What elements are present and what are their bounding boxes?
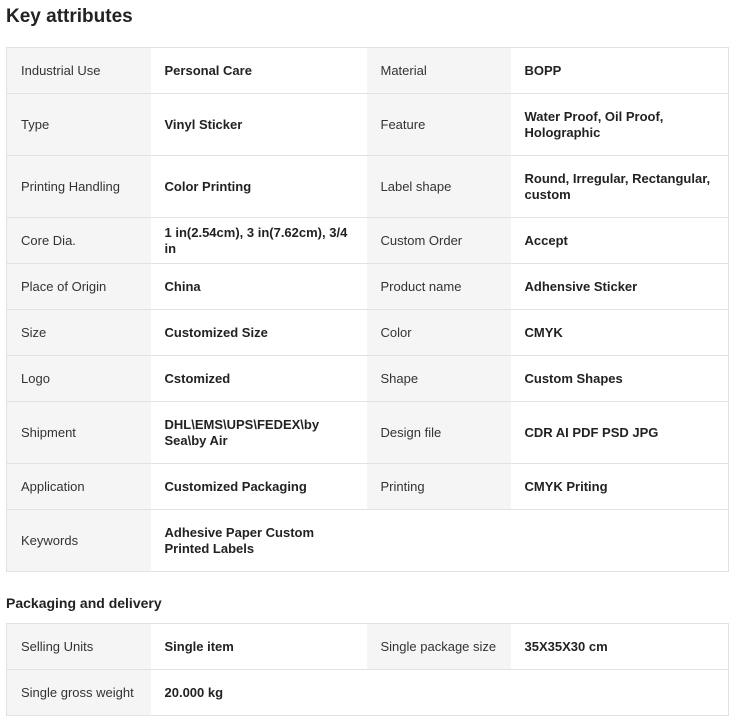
attribute-value: BOPP (511, 48, 729, 94)
attribute-label: Keywords (7, 510, 151, 572)
attribute-label: Place of Origin (7, 264, 151, 310)
attribute-value: CDR AI PDF PSD JPG (511, 402, 729, 464)
attribute-row (7, 510, 729, 572)
attribute-value: Customized Size (151, 310, 367, 356)
attribute-value: 1 in(2.54cm), 3 in(7.62cm), 3/4 in (151, 218, 367, 264)
attribute-value: Personal Care (151, 48, 367, 94)
attribute-label: Single gross weight (7, 670, 151, 716)
attribute-label: Label shape (367, 156, 511, 218)
attribute-row (7, 48, 729, 94)
attribute-label-empty (367, 510, 511, 572)
attribute-label: Type (7, 94, 151, 156)
attribute-row (7, 624, 729, 670)
attribute-value: Custom Shapes (511, 356, 729, 402)
attribute-value: Cstomized (151, 356, 367, 402)
attribute-value: Color Printing (151, 156, 367, 218)
attribute-label: Single package size (367, 624, 511, 670)
attribute-row (7, 156, 729, 218)
attribute-value: Water Proof, Oil Proof, Holographic (511, 94, 729, 156)
attribute-value: Vinyl Sticker (151, 94, 367, 156)
attribute-value: Adhesive Paper Custom Printed Labels (151, 510, 367, 572)
key-attributes-heading: Key attributes (6, 6, 133, 27)
packaging-table (6, 623, 729, 716)
attribute-label: Color (367, 310, 511, 356)
attribute-value: CMYK Priting (511, 464, 729, 510)
attribute-value: 35X35X30 cm (511, 624, 729, 670)
attribute-label: Feature (367, 94, 511, 156)
attribute-row (7, 94, 729, 156)
attribute-label: Industrial Use (7, 48, 151, 94)
packaging-heading: Packaging and delivery (6, 595, 162, 611)
attribute-value: Single item (151, 624, 367, 670)
attribute-row (7, 356, 729, 402)
attribute-value: China (151, 264, 367, 310)
attribute-value: Adhensive Sticker (511, 264, 729, 310)
attribute-label-empty (367, 670, 511, 716)
attribute-row (7, 264, 729, 310)
attribute-value: Accept (511, 218, 729, 264)
attribute-label: Product name (367, 264, 511, 310)
attribute-row (7, 670, 729, 716)
attribute-value-empty (511, 510, 729, 572)
attribute-value: CMYK (511, 310, 729, 356)
attribute-label: Material (367, 48, 511, 94)
attribute-row (7, 218, 729, 264)
attribute-row (7, 402, 729, 464)
attribute-label: Design file (367, 402, 511, 464)
attribute-row (7, 310, 729, 356)
attribute-label: Printing Handling (7, 156, 151, 218)
attribute-value: 20.000 kg (151, 670, 367, 716)
attribute-label: Custom Order (367, 218, 511, 264)
attribute-label: Printing (367, 464, 511, 510)
attribute-label: Shape (367, 356, 511, 402)
attribute-label: Size (7, 310, 151, 356)
attribute-value-empty (511, 670, 729, 716)
attribute-label: Core Dia. (7, 218, 151, 264)
attribute-label: Logo (7, 356, 151, 402)
attribute-label: Selling Units (7, 624, 151, 670)
attribute-value: Customized Packaging (151, 464, 367, 510)
key-attributes-table (6, 47, 729, 572)
attribute-value: Round, Irregular, Rectangular, custom (511, 156, 729, 218)
attribute-value: DHL\EMS\UPS\FEDEX\by Sea\by Air (151, 402, 367, 464)
attribute-label: Application (7, 464, 151, 510)
attribute-row (7, 464, 729, 510)
attribute-label: Shipment (7, 402, 151, 464)
